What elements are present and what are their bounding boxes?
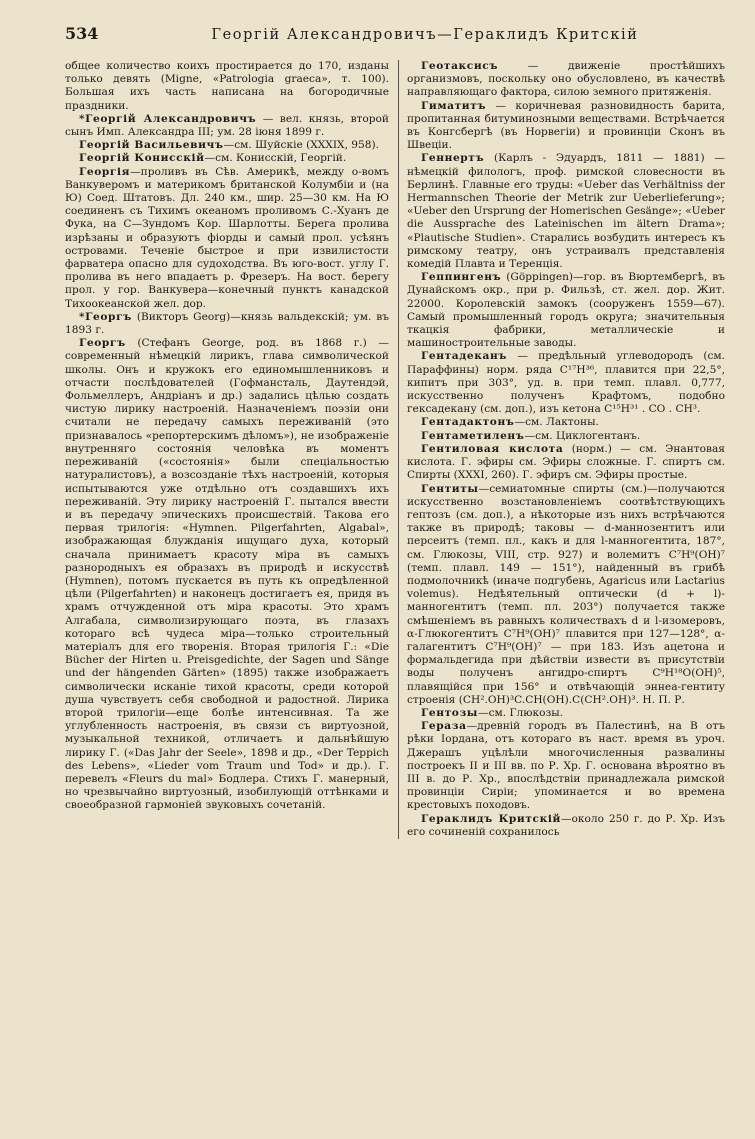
entry-text: —см. Шуйскіе (XXXIX, 958). — [223, 139, 380, 152]
entry — [65, 152, 389, 165]
entry-text: — вел. князь, второй сынъ Имп. Александра III; ум. 28 іюня 1899 г. — [65, 112, 389, 139]
entry — [407, 416, 725, 429]
entry — [65, 139, 389, 152]
entry — [407, 707, 725, 720]
page-header — [65, 24, 725, 54]
entry — [407, 430, 725, 443]
entry-headword: Гераза — [421, 720, 467, 733]
entry-headword: Гентадеканъ — [421, 350, 508, 363]
entry-headword: Гентаметиленъ — [421, 429, 525, 442]
entry-headword: Гиматитъ — [421, 99, 487, 112]
entry — [407, 271, 725, 350]
entry-headword: Георгъ — [79, 337, 126, 350]
entry — [407, 350, 725, 416]
entry-headword: Геннертъ — [421, 152, 485, 165]
entry — [65, 60, 389, 113]
entry — [407, 443, 725, 483]
entry-text: —см. Глюкозы. — [478, 706, 564, 719]
entry-headword: Гентиты — [421, 482, 479, 495]
entry — [65, 166, 389, 311]
entry-headword: Георгія — [79, 165, 131, 178]
entry — [407, 100, 725, 153]
entry-headword: Гентозы — [421, 706, 479, 719]
entry-headword: Гентадактонъ — [421, 416, 515, 429]
entry-text: —см. Лактоны. — [514, 416, 599, 429]
right-column — [407, 60, 725, 839]
entry-text: —семиатомные спирты (см.)—получаются искусственно возстановленіемъ соотвѣтствующихъ гептозъ (см. доп.), а нѣкоторые изъ нихъ встрѣчаются также въ природѣ; таковы — d-маннозентитъ или персеитъ (темп. пл., какъ и для l-манногентита, 187°, см. Глюкозы, VIII, стр. 927) и волемитъ C⁷H⁹(OH)⁷ (темп. плавл. 149 — 151°), найденный въ грибѣ подмолочникѣ (иначе подгубень, Agaricus или Lactarius volemus). Недѣятельный оптически (d + l)-манногентитъ (темп. пл. 203°) получается также смѣшеніемъ въ равныхъ количествахъ d и l-изомеровъ, α-Глюкогентитъ C⁷H⁹(OH)⁷ плавится при 127—128°, α-галагентитъ C⁷H⁹(OH)⁷ — при 183. Изъ ацетона и формальдегида при дѣйствіи извести въ присутствіи воды полученъ ангидро-спиртъ C⁹H¹⁸O(OH)⁵, плавящійся при 156° и отвѣчающій эннеа-гентиту строенія (CH².OH)³C.CH(OH).C(CH².OH)³. Н. П. Р. — [407, 482, 725, 706]
entry — [407, 152, 725, 271]
entry-headword: Георгій Конисскій — [79, 152, 205, 165]
entry-text: —проливъ въ Сѣв. Америкѣ, между о-вомъ Ванкуверомъ и материкомъ британской Колумбіи и (на Ю) Соед. Штатовъ. Дл. 240 км., шир. 25—30 км. На Ю соединенъ съ Тихимъ океаномъ проливомъ С.-Хуанъ де Фука, на С—Зундомъ Кор. Шарлотты. Берега пролива изрѣзаны и образуютъ фіорды и самый прол. усѣянъ островами. Теченіе быстрое и при извилистости фарватера опасно для судоходства. Въ юго-вост. углу Г. пролива въ него впадаетъ р. Фрезеръ. На вост. берегу прол. у гор. Ванкувера—конечный пунктъ канадской Тихоокеанской жел. дор. — [65, 165, 389, 310]
entry-headword: *Георгій Александровичъ — [79, 112, 257, 125]
entry-headword: Геппингенъ — [421, 271, 502, 284]
entry-text: —около 250 г. до Р. Хр. Изъ его сочиненій сохранилось — [407, 812, 725, 838]
entry-headword: Гентиловая кислота — [421, 442, 564, 455]
page-number: 534 — [65, 24, 99, 43]
entry-text: — движеніе простѣйшихъ организмовъ, поскольку оно обусловлено, въ качествѣ направляющаго фактора, силою земного притяженія. — [407, 60, 725, 99]
entry-text: (Стефанъ George, род. въ 1868 г.) — современный нѣмецкій лирикъ, глава символической школы. Онъ и кружокъ его единомышленниковъ и отчасти послѣдователей (Гофмансталь, Даутендэй, Фольмеллеръ, Андріанъ и др.) задались цѣлью создать чистую лирику настроеній. Назначеніемъ поэзіи они считали не передачу самыхъ переживаній (это признавалось «репортерскимъ дѣломъ»), не изображеніе внутренняго состоянія человѣка въ моментъ переживаній («состоянія» были спеціальностью натуралистовъ), а возсозданіе тѣхъ настроеній, которыя испытываются уже отдѣльно отъ создавшихъ ихъ переживаній. Эту лирику настроеній Г. пытался ввести и въ передачу эпическихъ происшествій. Такова его первая трилогія: «Hymnen. Pilgerfahrten, Algabal», изображающая блужданія ищущаго духа, который сначала принимаетъ красоту міра въ самыхъ разнородныхъ ея образахъ въ природѣ и искусствѣ (Hymnen), потомъ пускается въ путь къ опредѣленной цѣли (Pilgerfahrten) и наконецъ достигаетъ ея, придя въ храмъ отчужденной отъ міра красоты. Это храмъ Алгабала, символизирующаго поэта, въ глазахъ котораго всѣ чудеса міра—только строительный матеріалъ для его творенія. Вторая трилогія Г.: «Die Bücher der Hirten u. Preisgedichte, der Sagen und Sänge und der hängenden Gärten» (1895) также изображаетъ символически исканіе тихой красоты, среди которой душа чувствуетъ себя свободной и радостной. Лирика второй трилогіи—еще болѣе интенсивная. Та же углубленность настроенія, въ связи съ виртуозной, музыкальной техникой, отличаетъ и дальнѣйшую лирику Г. («Das Jahr der Seele», 1898 и др., «Der Teppich des Lebens», «Lieder vom Traum und Tod» и др.). Г. перевелъ «Fleurs du mal» Бодлера. Стихъ Г. манерный, но чрезвычайно виртуозный, изобилующій оттѣнками и своеобразной гармоніей звуковыхъ сочетаній. — [65, 337, 389, 812]
entry — [407, 813, 725, 839]
entry — [407, 483, 725, 707]
entry-headword: Геотаксисъ — [421, 60, 499, 72]
entry — [407, 720, 725, 812]
entry-text: —древній городъ въ Палестинѣ, на В отъ рѣки Іордана, отъ котораго въ наст. время въ уроч. Джерашъ уцѣлѣли многочисленныя развалины построекъ II и III вв. по Р. Хр. Г. основана вѣроятно въ III в. до Р. Хр., впослѣдствіи принадлежала римской провинціи Сиріи; упоминается и во времена крестовыхъ походовъ. — [407, 720, 725, 812]
column-divider — [398, 60, 399, 839]
entry-text: (Карлъ - Эдуардъ, 1811 — 1881) — нѣмецкій филологъ, проф. римской словесности въ Берлинѣ. Главные его труды: «Ueber das Verhältniss der Hermannschen Theorie der Metrik zur Ueberlieferung»; «Ueber den Ursprung der Homerischen Gesänge»; «Ueber die Aussprache des Lateinischen im ältern Drama»; «Plautische Studien». Старались возбудить интересъ къ римскому театру, онъ устраивалъ представленія комедій Плавта и Теренція. — [407, 152, 725, 271]
entry — [65, 311, 389, 337]
entry-headword: *Георгъ — [79, 310, 132, 323]
entry-headword: Георгій Васильевичъ — [79, 139, 224, 152]
running-title: Георгій Александровичъ—Гераклидъ Критскій — [211, 27, 639, 43]
entry-text: (Викторъ Georg)—князь вальдекскій; ум. въ 1893 г. — [65, 310, 389, 337]
entry — [407, 60, 725, 100]
entry-headword: Гераклидъ Критскій — [421, 812, 561, 825]
entry-text: общее количество коихъ простирается до 170, изданы только девять (Migne, «Patrologia graeca», т. 100). Большая ихъ часть написана на богородичные праздники. — [65, 60, 389, 112]
entry-text: —см. Конисскій, Георгій. — [204, 152, 347, 165]
entry — [65, 113, 389, 139]
entry-text: (Göppingen)—гор. въ Вюртембергѣ, въ Дунайскомъ окр., при р. Фильзѣ, ст. жел. дор. Жит. 22000. Королевскій замокъ (сооруженъ 1559—67). Самый промышленный городъ округа; значительныя ткацкія фабрики, металлическіе и машиностроительные заводы. — [407, 271, 725, 350]
entry-text: — предѣльный углеводородъ (см. Параффины) норм. ряда C¹⁷H³⁶, плавится при 22,5°, кипитъ при 303°, уд. в. при темп. плавл. 0,777, искусственно полученъ Крафтомъ, подобно гексадекану (см. доп.), изъ кетона C¹⁵H³¹ . CO . CH³. — [407, 350, 725, 416]
entry-text: — коричневая разновидность барита, пропитанная битуминозными веществами. Встрѣчается въ Конгсбергѣ (въ Норвегіи) и провинціи Сконъ въ Швеціи. — [407, 99, 725, 152]
left-column — [65, 60, 389, 839]
entry-text: —см. Циклогентанъ. — [524, 429, 641, 442]
entry-text: (норм.) — см. Энантовая кислота. Г. эфиры см. Эфиры сложные. Г. спиртъ см. Спирты (XXXI, 260). Г. эфиръ см. Эфиры простые. — [407, 442, 725, 482]
entry — [65, 337, 389, 812]
text-columns — [65, 60, 725, 839]
